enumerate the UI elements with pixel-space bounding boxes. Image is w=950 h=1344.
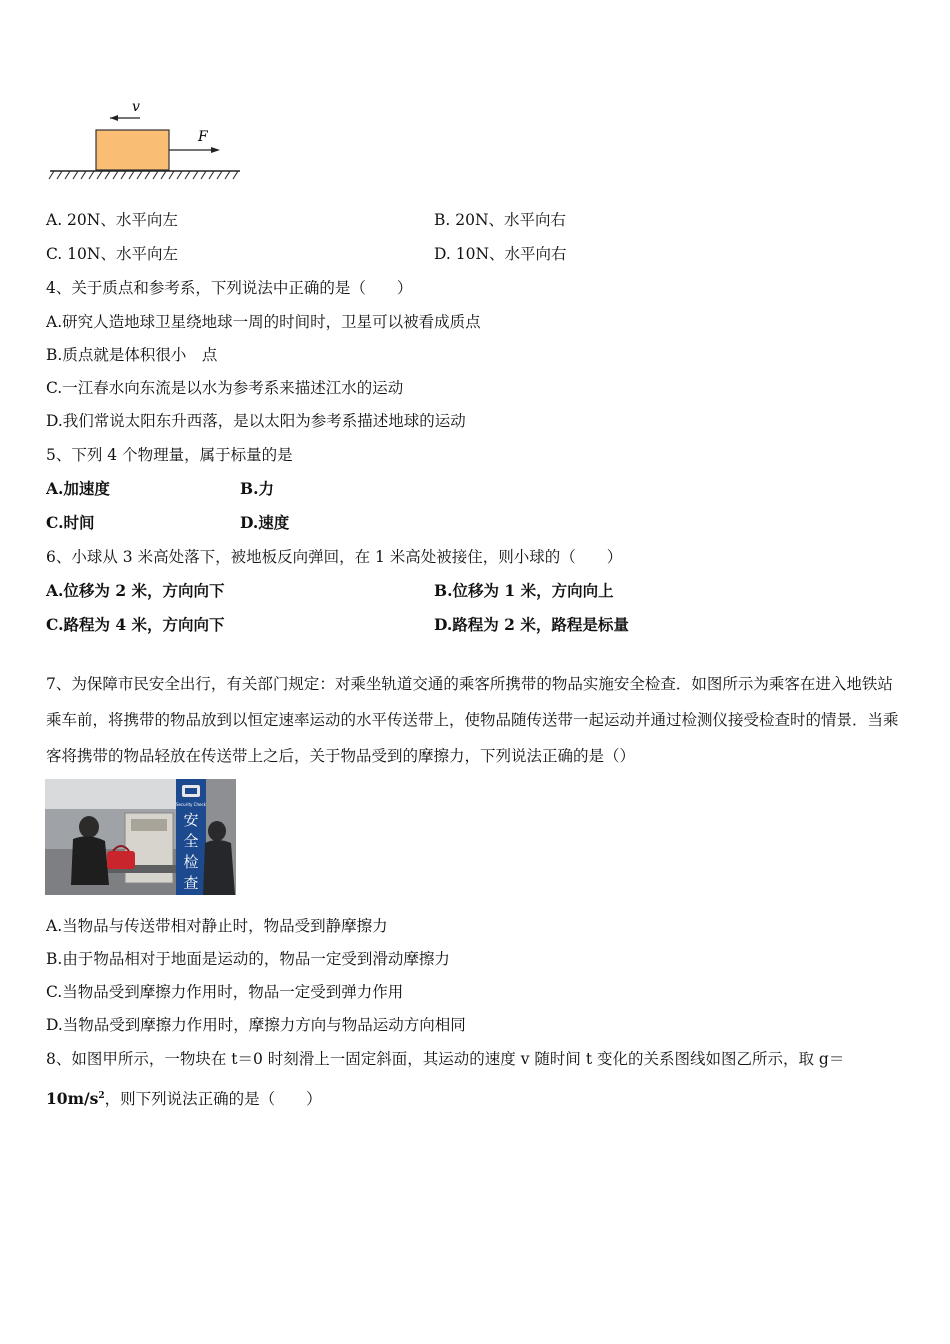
sign-char-4: 查: [183, 874, 199, 892]
q3-option-c: C. 10N、水平向左: [46, 245, 178, 263]
q3-option-b: B. 20N、水平向右: [434, 211, 567, 229]
q6-option-c: C.路程为 4 米，方向向下: [46, 615, 225, 634]
q8-g-value: 10m/s: [46, 1089, 99, 1109]
q3-option-d: D. 10N、水平向右: [434, 245, 567, 263]
q3-option-a: A. 20N、水平向左: [46, 211, 178, 229]
q6-option-b: B.位移为 1 米，方向向上: [434, 581, 614, 600]
q5-option-b: B.力: [240, 479, 274, 498]
block-force-diagram: [46, 95, 246, 185]
force-arrowhead: [211, 147, 220, 153]
sign-char-3: 检: [183, 853, 199, 871]
q4-option-a: A.研究人造地球卫星绕地球一周的时间时，卫星可以被看成质点: [46, 313, 481, 331]
q6-option-a: A.位移为 2 米，方向向下: [46, 581, 225, 600]
q8-stem-line1: 8、如图甲所示，一物块在 t＝0 时刻滑上一固定斜面，其运动的速度 v 随时间 t 变化的关系图线如图乙所示，取 g＝: [46, 1050, 845, 1068]
velocity-label: v: [132, 99, 140, 115]
q7-option-c: C.当物品受到摩擦力作用时，物品一定受到弹力作用: [46, 983, 404, 1001]
q8-stem-tail: ，则下列说法正确的是（ ）: [104, 1090, 322, 1109]
q8-g-exponent: 2: [98, 1091, 105, 1101]
q5-stem: 5、下列 4 个物理量，属于标量的是: [46, 446, 293, 464]
q4-option-c: C.一江春水向东流是以水为参考系来描述江水的运动: [46, 379, 404, 397]
q5-option-a: A.加速度: [46, 479, 110, 498]
q7-option-b: B.由于物品相对于地面是运动的，物品一定受到滑动摩擦力: [46, 950, 450, 968]
q4-option-b: B.质点就是体积很小 点: [46, 346, 218, 364]
sign-char-1: 安: [183, 811, 199, 829]
ground-hatching: [49, 171, 238, 179]
q4-stem: 4、关于质点和参考系，下列说法中正确的是（ ）: [46, 279, 413, 297]
q6-stem: 6、小球从 3 米高处落下，被地板反向弹回，在 1 米高处被接住，则小球的（ ）: [46, 548, 623, 566]
sign-small-text: Security Check: [175, 802, 207, 807]
q5-option-c: C.时间: [46, 513, 95, 532]
q4-option-d: D.我们常说太阳东升西落，是以太阳为参考系描述地球的运动: [46, 412, 466, 430]
q8-stem-line2: [46, 1086, 322, 1109]
q6-option-d: D.路程为 2 米，路程是标量: [434, 615, 629, 634]
velocity-arrowhead: [110, 115, 118, 121]
q7-option-a: A.当物品与传送带相对静止时，物品受到静摩擦力: [46, 917, 388, 935]
q7-stem: 7、为保障市民安全出行，有关部门规定：对乘坐轨道交通的乘客所携带的物品实施安全检查．如图所示为乘客在进入地铁站乘车前，将携带的物品放到以恒定速率运动的水平传送带上，使物品随传送带一起运动并通过检测仪接受检查时的情景．当乘客将携带的物品轻放在传送带上之后，关于物品受到的摩擦力，下列说法正确的是（）: [46, 675, 899, 765]
block: [96, 130, 169, 170]
sign-char-2: 全: [183, 832, 199, 850]
security-check-photo: [45, 779, 236, 895]
security-check-scene: [45, 779, 236, 895]
q5-option-d: D.速度: [240, 513, 290, 532]
force-label: F: [198, 129, 208, 145]
q7-option-d: D.当物品受到摩擦力作用时，摩擦力方向与物品运动方向相同: [46, 1016, 466, 1034]
